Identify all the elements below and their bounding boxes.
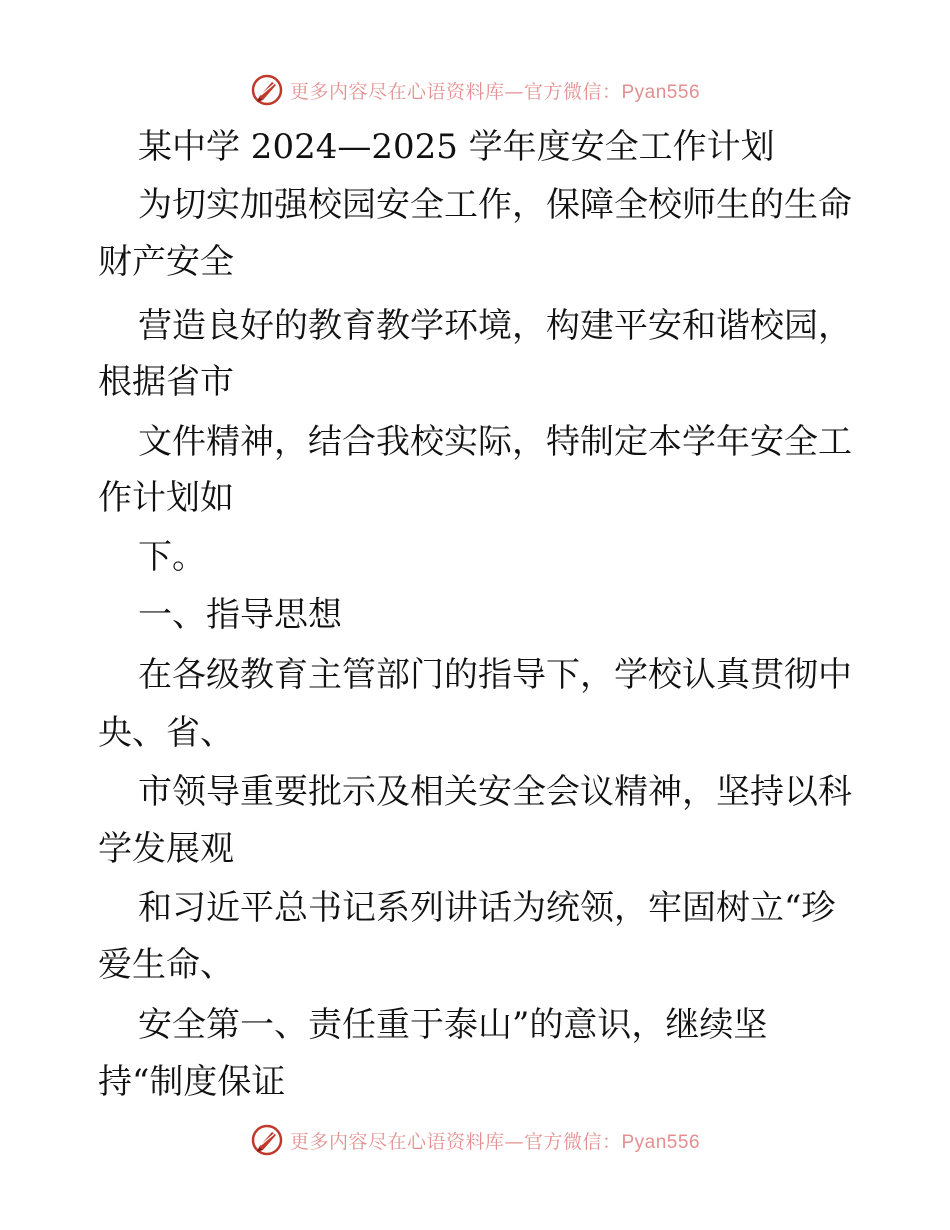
quill-pen-logo-icon xyxy=(250,1123,284,1157)
paragraph-line: 为切实加强校园安全工作，保障全校师生的生命 xyxy=(138,185,852,225)
paragraph-line: 爱生命、 xyxy=(98,945,234,985)
section-heading: 一、指导思想 xyxy=(138,595,342,635)
paragraph-line: 营造良好的教育教学环境，构建平安和谐校园， xyxy=(138,306,852,346)
watermark-banner-bottom xyxy=(0,1120,950,1160)
paragraph-line: 持“制度保证 xyxy=(98,1062,286,1102)
paragraph-line: 和习近平总书记系列讲话为统领，牢固树立“珍 xyxy=(138,888,836,928)
paragraph-line: 安全第一、责任重于泰山”的意识，继续坚 xyxy=(138,1005,768,1045)
paragraph-line: 市领导重要批示及相关安全会议精神，坚持以科 xyxy=(138,772,852,812)
paragraph-line: 下。 xyxy=(138,537,206,577)
watermark-text: 更多内容尽在心语资料库—官方微信：Pyan556 xyxy=(289,1130,701,1153)
watermark-text: 更多内容尽在心语资料库—官方微信：Pyan556 xyxy=(289,80,701,103)
paragraph-line: 学发展观 xyxy=(98,829,234,869)
paragraph-line: 财产安全 xyxy=(98,242,234,282)
document-title: 某中学 2024—2025 学年度安全工作计划 xyxy=(138,127,775,167)
paragraph-line: 文件精神，结合我校实际，特制定本学年安全工 xyxy=(138,422,852,462)
paragraph-line: 根据省市 xyxy=(98,362,234,402)
paragraph-line: 在各级教育主管部门的指导下，学校认真贯彻中 xyxy=(138,655,852,695)
paragraph-line: 央、省、 xyxy=(98,713,234,753)
paragraph-line: 作计划如 xyxy=(98,478,234,518)
